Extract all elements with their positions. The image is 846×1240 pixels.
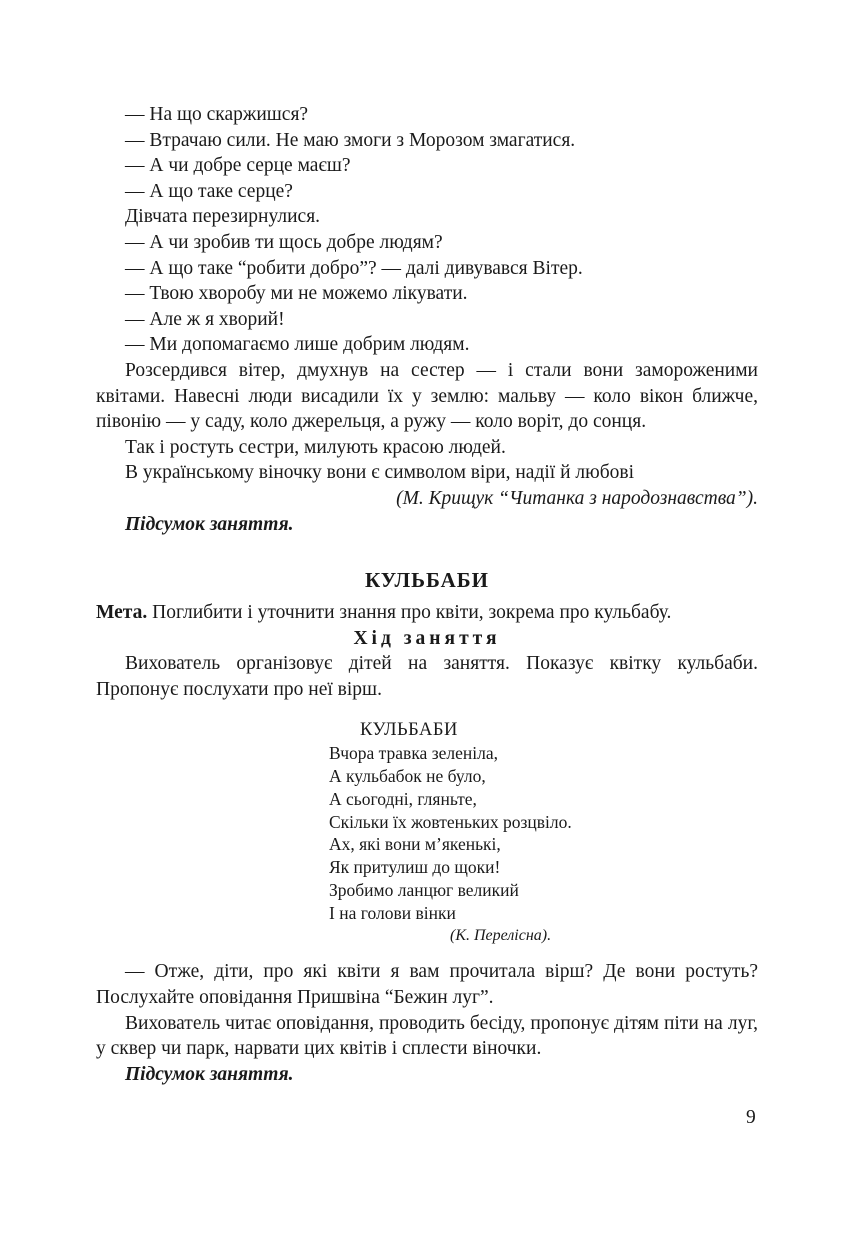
poem-line: Зробимо ланцюг великий (329, 880, 519, 901)
lesson-summary-heading: Підсумок заняття. (125, 513, 294, 535)
lesson-title: КУЛЬБАБИ (365, 568, 489, 593)
dialogue-line: — Втрачаю сили. Не маю змоги з Морозом змагатися. (125, 129, 576, 151)
story-paragraph: В українському віночку вони є символом віри, надії й любові (125, 462, 634, 484)
dialogue-line: — А чи добре серце маєш? (125, 155, 351, 177)
poem-line: І на голови вінки (329, 902, 456, 923)
poem-line: Як притулиш до щоки! (329, 857, 501, 878)
poem-line: Ах, які вони м’якенькі, (329, 834, 501, 855)
closing-paragraph: Вихователь читає оповідання, проводить бесіду, пропонує дітям піти на луг, у сквер чи парк, нарвати цих квітів і сплести віночки. (96, 1012, 758, 1060)
poem-line: А кульбабок не було, (329, 766, 486, 787)
dialogue-line: — А що таке серце? (125, 180, 293, 202)
page-content (96, 102, 758, 1087)
goal-text: Поглибити і уточнити знання про квіти, зокрема про кульбабу. (147, 602, 672, 624)
closing-paragraph: — Отже, діти, про які квіти я вам прочитала вірш? Де вони ростуть? Послухайте оповідання Пришвіна “Бежин луг”. (96, 961, 758, 1009)
story-paragraph: Розсердився вітер, дмухнув на сестер — і стали вони замороженими квітами. Навесні люди висадили їх у землю: мальву — коло вікон ближче, півонію — у саду, коло джерельця, а ружу — коло воріт, до сонця. (96, 359, 758, 433)
poem-line: А сьогодні, гляньте, (329, 788, 477, 809)
source-citation: (М. Крищук “Читанка з народознавства”). (396, 487, 758, 509)
dialogue-line: — Ми допомагаємо лише добрим людям. (125, 334, 470, 356)
dialogue-line: — А чи зробив ти щось добре людям? (125, 231, 443, 253)
poem-line: Скільки їх жовтеньких розцвіло. (329, 811, 572, 832)
poem (96, 719, 758, 947)
poem-author: (К. Перелісна). (450, 926, 552, 944)
dialogue-line: — А що таке “робити добро”? — далі дивувався Вітер. (125, 257, 583, 279)
dialogue-line: — Твою хворобу ми не можемо лікувати. (125, 283, 468, 305)
poem-line: Вчора травка зеленіла, (329, 743, 498, 764)
poem-title: КУЛЬБАБИ (360, 720, 458, 741)
lesson-goal (96, 600, 758, 626)
story-paragraph: Так і ростуть сестри, милують красою людей. (125, 436, 506, 458)
page-number: 9 (746, 1107, 756, 1128)
dialogue-line: — Але ж я хворий! (125, 308, 285, 330)
dialogue-line: — На що скаржишся? (125, 104, 309, 125)
lesson-intro: Вихователь організовує дітей на заняття. Показує квітку кульбаби. Пропонує послухати про неї вірш. (96, 653, 758, 700)
course-heading: Хід заняття (353, 627, 501, 649)
narration-line: Дівчата перезирнулися. (125, 206, 321, 228)
lesson-summary-heading: Підсумок заняття. (125, 1063, 294, 1085)
goal-label: Мета. (96, 602, 148, 624)
